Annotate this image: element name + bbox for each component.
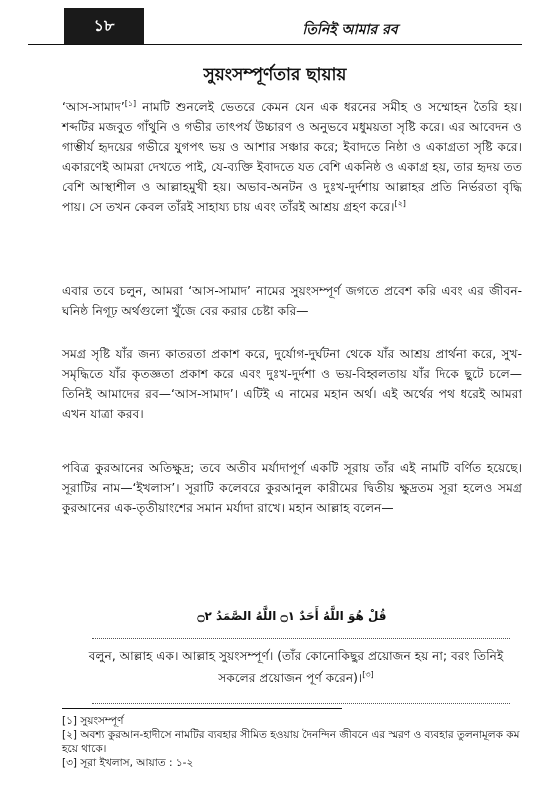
chapter-title: সুয়ংসম্পূর্ণতার ছায়ায় [203,65,347,85]
dotted-divider-bottom [92,703,510,704]
footnote-ref-2[interactable]: [২] [394,198,406,208]
footnote-1: [১] সুয়ংসম্পূর্ণ [62,715,124,727]
arabic-verse: قُلْ هُوَ اللَّهُ أَحَدٌ ۝١ اللَّهُ الصَّمَدُ ۝٢ [197,609,387,623]
paragraph-1 [62,97,522,217]
page-header [28,8,522,44]
footnote-divider [62,708,342,709]
translation-text: বলুন, আল্লাহ এক। আল্লাহ সুয়ংসম্পূর্ণ। (তাঁর কোনোকিছুর প্রয়োজন হয় না; বরং তিনিই সকলের প্রয়োজন পূর্ণ করেন)। [88,649,504,685]
book-title: তিনিই আমার রব [302,22,398,38]
paragraph-3: সমগ্র সৃষ্টি যাঁর জন্য কাতরতা প্রকাশ করে, দুর্যোগ-দুর্ঘটনা থেকে যাঁর আশ্রয় প্রার্থনা করে, সুখ-সমৃদ্ধিতে যাঁর কৃতজ্ঞতা প্রকাশ করে এবং দুঃখ-দুর্দশা ও ভয়-বিহ্বলতায় যাঁর দিকে ছুটে চলে—তিনিই আমাদের রব—‘আস-সামাদ’। এটিই এ নামের মহান অর্থ। এই অর্থের পথ ধরেই আমরা এখন যাত্রা করব। [62,347,522,421]
footnote-3: [৩] সূরা ইখলাস, আয়াত : ১-২ [62,757,194,769]
header-rule [28,44,522,45]
paragraph-1-body: নামটি শুনলেই ভেতরে কেমন যেন এক ধরনের সমীহ ও সম্মোহন তৈরি হয়। শব্দটির মজবুত গাঁথুনি ও গভীর তাৎপর্য উচ্চারণ ও অনুভবে মধুময়তা সৃষ্টি করে। এর আবেদন ও গাম্ভীর্য হৃদয়ের গভীরে যুগপৎ ভয় ও আশার সঞ্চার করে; ইবাদতে নিষ্ঠা ও একাগ্রতা সৃষ্টি করে। একারণেই আমরা দেখতে পাই, যে-ব্যক্তি ইবাদতে যত বেশি একনিষ্ঠ ও একাগ্র হয়, তার হৃদয় তত বেশি আস্থাশীল ও আল্লাহমুখী হয়। অভাব-অনটন ও দুঃখ-দুর্দশায় আল্লাহর প্রতি নির্ভরতা বৃদ্ধি পায়। সে তখন কেবল তাঁরই সাহায্য চায় এবং তাঁরই আশ্রয় গ্রহণ করে। [62,100,522,214]
paragraph-4: পবিত্র কুরআনের অতিক্ষুদ্র; তবে অতীব মর্যাদাপূর্ণ একটি সূরায় তাঁর এই নামটি বর্ণিত হয়েছে। সূরাটির নাম—‘ইখলাস’। সূরাটি কলেবরে কুরআনুল কারীমের দ্বিতীয় ক্ষুদ্রতম সূরা হলেও সমগ্র কুরআনের এক-তৃতীয়াংশের সমান মর্যাদা রাখে। মহান আল্লাহ বলেন— [62,461,522,515]
footnote-2: [২] অবশ্য কুরআন-হাদীসে নামটির ব্যবহার সীমিত হওয়ায় দৈনন্দিন জীবনে এর স্মরণ ও ব্যবহার তুলনামূলক কম হয়ে থাকে। [62,729,520,755]
footnote-ref-3[interactable]: [৩] [362,669,374,679]
footnote-ref-1[interactable]: [১] [124,98,137,108]
paragraph-2: এবার তবে চলুন, আমরা ‘আস-সামাদ’ নামের সুয়ংসম্পূর্ণ জগতে প্রবেশ করি এবং এর জীবন-ঘনিষ্ঠ নিগূঢ় অর্থগুলো খুঁজে বের করার চেষ্টা করি— [62,284,522,318]
footnotes [62,714,522,770]
page-number: ১৮ [64,8,144,44]
dotted-divider-top [92,638,510,639]
paragraph-1-start: ‘আস-সামাদ’ [62,100,125,114]
verse-translation [70,645,522,689]
